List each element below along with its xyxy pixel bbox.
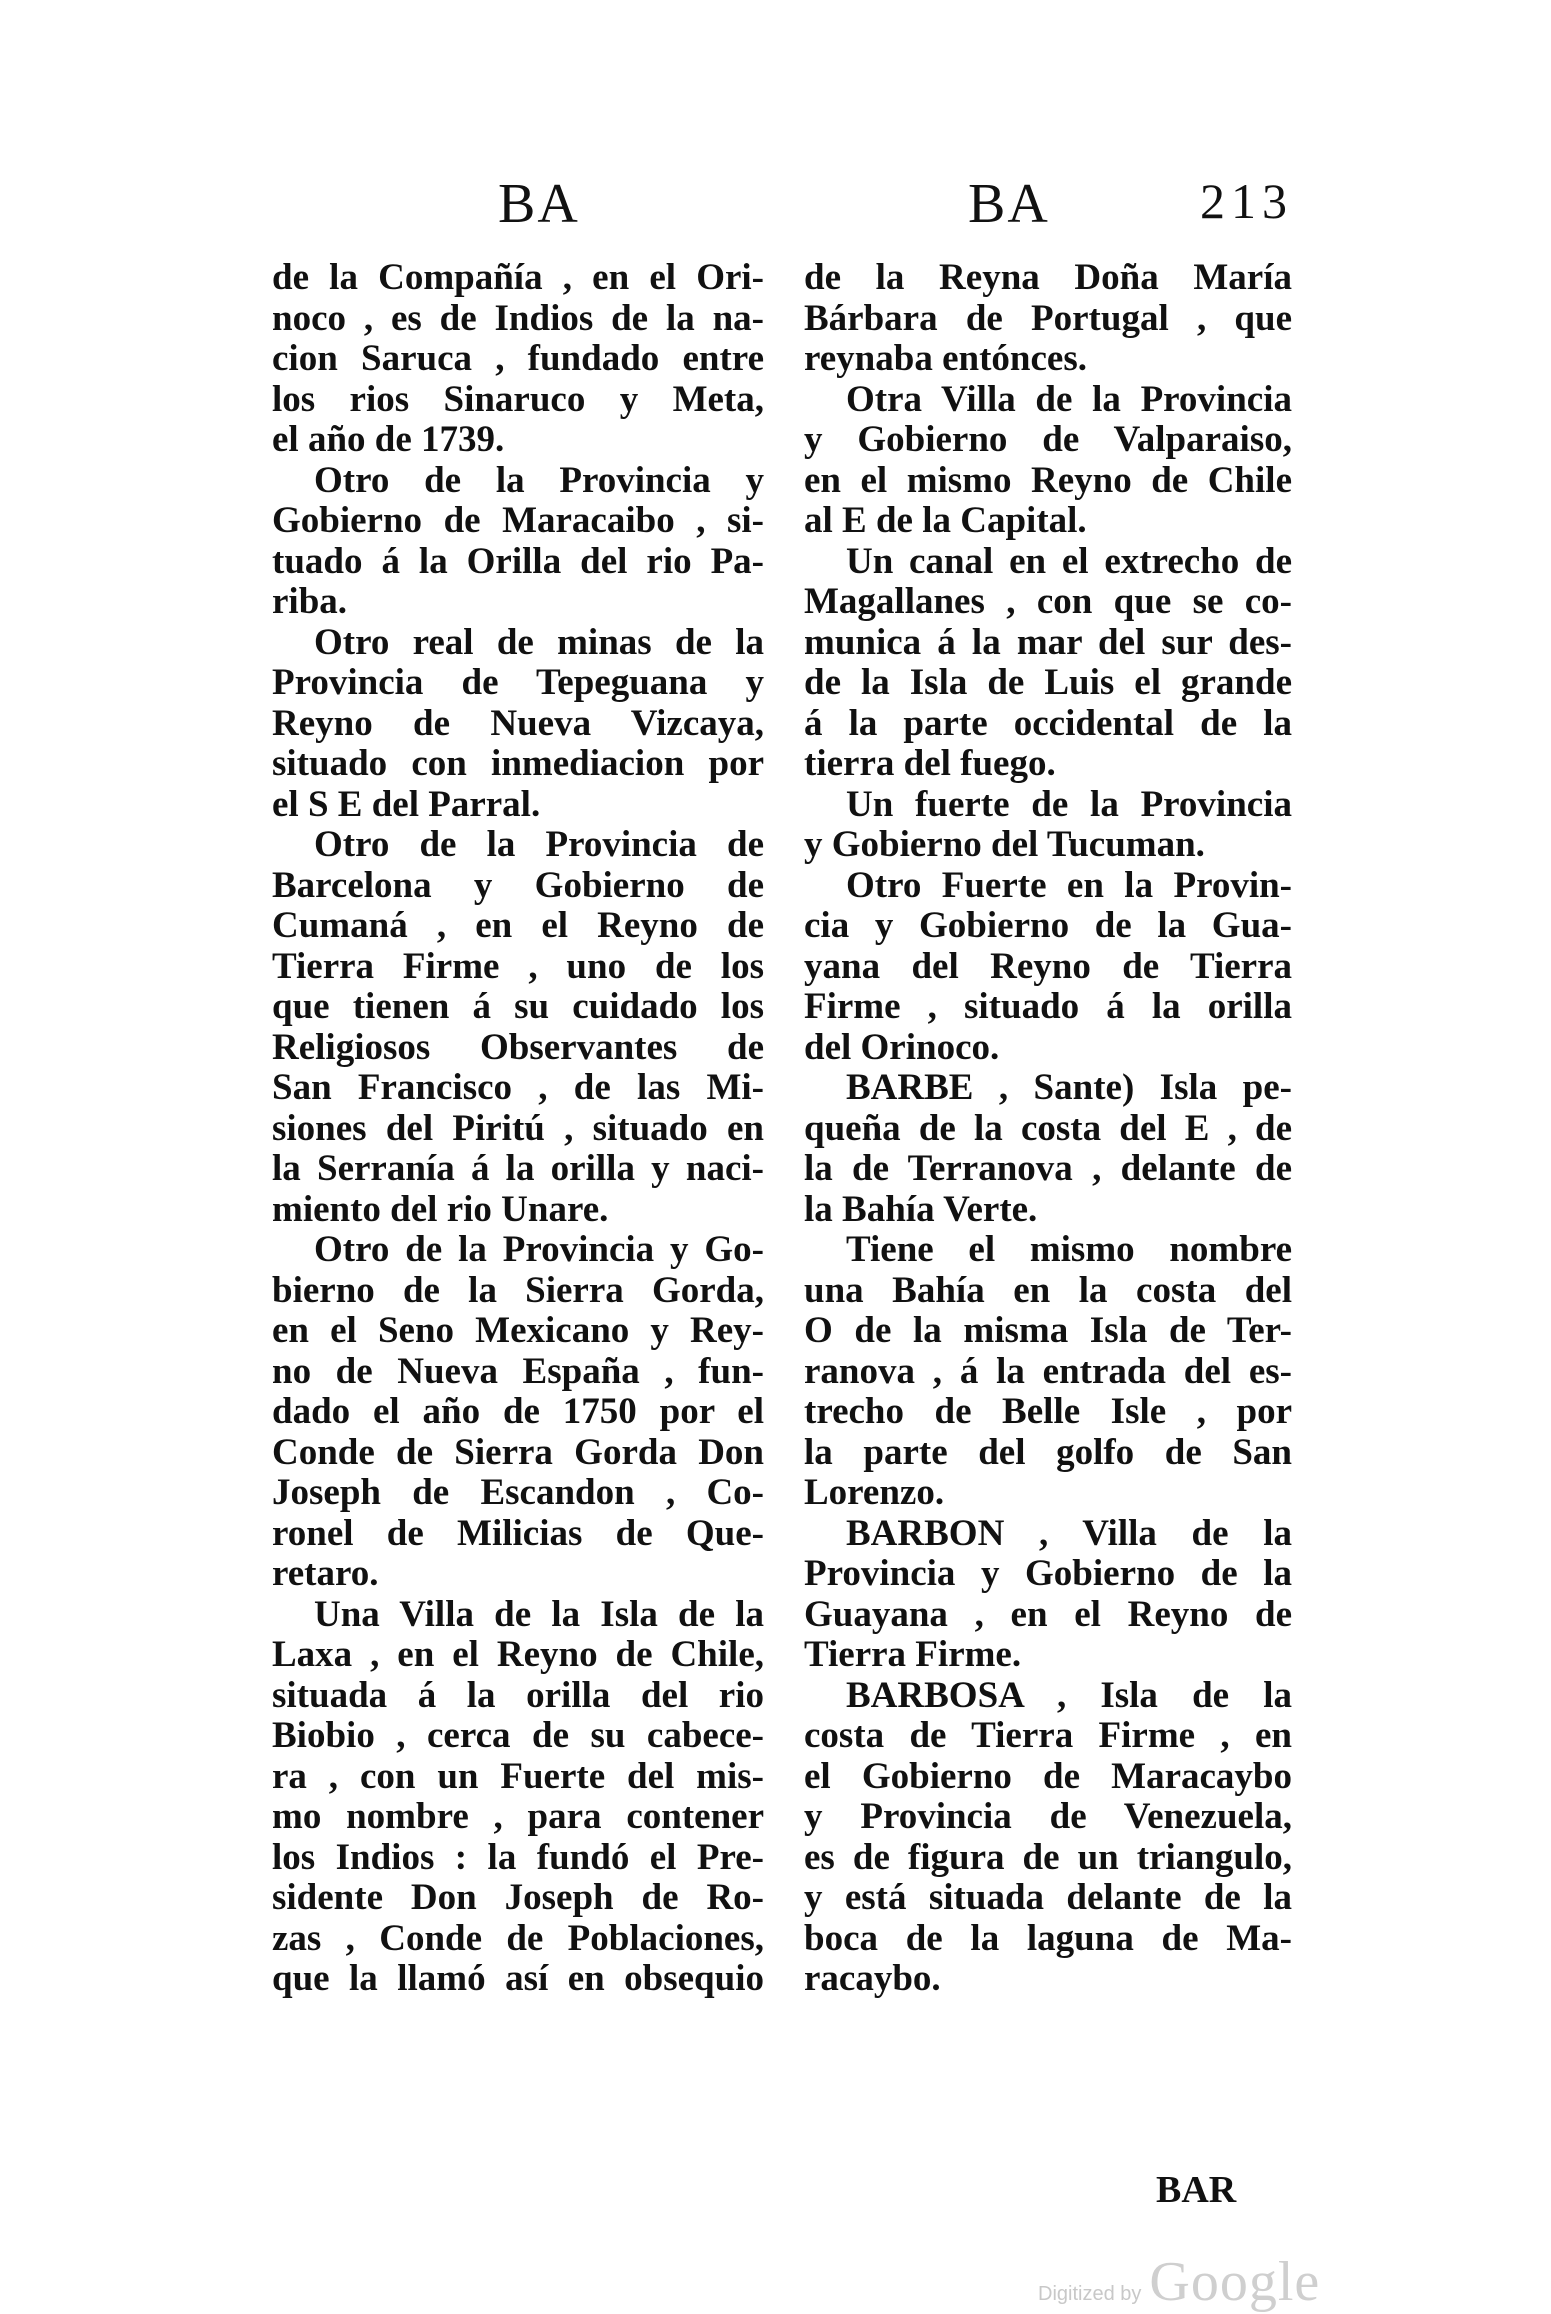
- text-line: que la llamó así en obsequio: [272, 1958, 764, 1999]
- text-line: San Francisco , de las Mi-: [272, 1067, 764, 1108]
- text-line: del Orinoco.: [804, 1026, 1000, 1068]
- text-line: Otro de la Provincia y Go-: [314, 1229, 764, 1270]
- text-line: sidente Don Joseph de Ro-: [272, 1877, 764, 1918]
- text-line: BARBOSA , Isla de la: [846, 1674, 1292, 1716]
- text-line: reynaba entónces.: [804, 338, 1087, 379]
- text-line: tuado á la Orilla del rio Pa-: [272, 540, 764, 582]
- text-line: BARBE , Sante) Isla pe-: [846, 1067, 1292, 1108]
- text-line: en el mismo Reyno de Chile: [804, 459, 1292, 501]
- text-line: trecho de Belle Isle , por: [804, 1391, 1292, 1432]
- text-line: Tierra Firme , uno de los: [272, 945, 764, 987]
- text-line: BARBON , Villa de la: [846, 1512, 1292, 1554]
- text-line: zas , Conde de Poblaciones,: [272, 1917, 764, 1959]
- text-line: y está situada delante de la: [804, 1877, 1292, 1918]
- catchword: BAR: [1156, 2169, 1237, 2211]
- text-line: de la Isla de Luis el grande: [804, 662, 1292, 703]
- text-line: situada á la orilla del rio: [272, 1674, 764, 1716]
- text-line: Gobierno de Maracaibo , si-: [272, 500, 764, 541]
- right-text-column: [804, 258, 1292, 2000]
- text-line: Otra Villa de la Provincia: [846, 378, 1292, 420]
- running-header-left: BA: [498, 173, 580, 235]
- text-line: de la Reyna Doña María: [804, 257, 1292, 298]
- text-line: Guayana , en el Reyno de: [804, 1593, 1292, 1635]
- text-line: racaybo.: [804, 1958, 941, 1999]
- text-line: los Indios : la fundó el Pre-: [272, 1836, 764, 1878]
- text-line: y Gobierno de Valparaiso,: [804, 419, 1292, 460]
- text-line: Barcelona y Gobierno de: [272, 864, 764, 906]
- text-line: costa de Tierra Firme , en: [804, 1715, 1292, 1756]
- text-line: Provincia de Tepeguana y: [272, 662, 764, 703]
- text-line: Un fuerte de la Provincia: [846, 783, 1292, 825]
- text-line: Cumaná , en el Reyno de: [272, 905, 764, 946]
- text-line: y Provincia de Venezuela,: [804, 1796, 1292, 1837]
- running-header-right: BA: [968, 173, 1050, 235]
- text-line: en el Seno Mexicano y Rey-: [272, 1310, 764, 1351]
- text-line: ra , con un Fuerte del mis-: [272, 1755, 764, 1797]
- text-line: miento del rio Unare.: [272, 1188, 609, 1230]
- text-line: yana del Reyno de Tierra: [804, 945, 1292, 987]
- page-number: 213: [1200, 173, 1293, 229]
- text-line: queña de la costa del E , de: [804, 1107, 1292, 1149]
- text-line: Religiosos Observantes de: [272, 1026, 764, 1068]
- text-line: Magallanes , con que se co-: [804, 581, 1292, 622]
- text-line: Reyno de Nueva Vizcaya,: [272, 702, 764, 744]
- text-line: noco , es de Indios de la na-: [272, 297, 764, 339]
- text-line: á la parte occidental de la: [804, 702, 1292, 744]
- text-line: la Bahía Verte.: [804, 1188, 1038, 1230]
- text-line: que tienen á su cuidado los: [272, 986, 764, 1027]
- text-line: Una Villa de la Isla de la: [314, 1593, 764, 1635]
- text-line: munica á la mar del sur des-: [804, 621, 1292, 663]
- text-line: el S E del Parral.: [272, 783, 541, 825]
- text-line: riba.: [272, 581, 348, 622]
- text-line: Biobio , cerca de su cabece-: [272, 1715, 764, 1756]
- text-line: cion Saruca , fundado entre: [272, 338, 764, 379]
- text-line: Provincia y Gobierno de la: [804, 1553, 1292, 1594]
- text-line: mo nombre , para contener: [272, 1796, 764, 1837]
- left-text-column: [272, 258, 764, 2000]
- text-line: la parte del golfo de San: [804, 1431, 1292, 1473]
- text-line: Otro Fuerte en la Provin-: [846, 864, 1292, 906]
- text-line: no de Nueva España , fun-: [272, 1350, 764, 1392]
- text-line: Laxa , en el Reyno de Chile,: [272, 1634, 764, 1675]
- text-line: bierno de la Sierra Gorda,: [272, 1269, 764, 1311]
- digitized-by-label: Digitized by: [1038, 2283, 1142, 2305]
- text-line: Conde de Sierra Gorda Don: [272, 1431, 764, 1473]
- text-line: y Gobierno del Tucuman.: [804, 824, 1205, 865]
- text-line: los rios Sinaruco y Meta,: [272, 378, 764, 420]
- text-line: Tiene el mismo nombre: [846, 1229, 1292, 1270]
- text-line: dado el año de 1750 por el: [272, 1391, 764, 1432]
- text-line: boca de la laguna de Ma-: [804, 1917, 1292, 1959]
- text-line: Otro real de minas de la: [314, 621, 764, 663]
- text-line: al E de la Capital.: [804, 500, 1087, 541]
- text-line: tierra del fuego.: [804, 743, 1056, 784]
- text-line: siones del Piritú , situado en: [272, 1107, 764, 1149]
- text-line: retaro.: [272, 1553, 379, 1594]
- text-line: de la Compañía , en el Ori-: [272, 257, 764, 298]
- text-line: Tierra Firme.: [804, 1634, 1022, 1675]
- text-line: el año de 1739.: [272, 419, 505, 460]
- text-line: Bárbara de Portugal , que: [804, 297, 1292, 339]
- text-line: Otro de la Provincia y: [314, 459, 764, 501]
- text-line: ranova , á la entrada del es-: [804, 1350, 1292, 1392]
- text-line: O de la misma Isla de Ter-: [804, 1310, 1292, 1351]
- text-line: la de Terranova , delante de: [804, 1148, 1292, 1189]
- text-line: la Serranía á la orilla y naci-: [272, 1148, 764, 1189]
- text-line: Lorenzo.: [804, 1472, 945, 1513]
- text-line: es de figura de un triangulo,: [804, 1836, 1292, 1878]
- text-line: Joseph de Escandon , Co-: [272, 1472, 764, 1513]
- text-line: situado con inmediacion por: [272, 743, 764, 784]
- text-line: Firme , situado á la orilla: [804, 986, 1292, 1027]
- text-line: una Bahía en la costa del: [804, 1269, 1292, 1311]
- text-line: Un canal en el extrecho de: [846, 540, 1292, 582]
- text-line: cia y Gobierno de la Gua-: [804, 905, 1292, 946]
- digitized-by-watermark: [1038, 2250, 1320, 2314]
- text-line: Otro de la Provincia de: [314, 824, 764, 865]
- google-logo: Google: [1149, 2251, 1321, 2313]
- text-line: ronel de Milicias de Que-: [272, 1512, 764, 1554]
- text-line: el Gobierno de Maracaybo: [804, 1755, 1292, 1797]
